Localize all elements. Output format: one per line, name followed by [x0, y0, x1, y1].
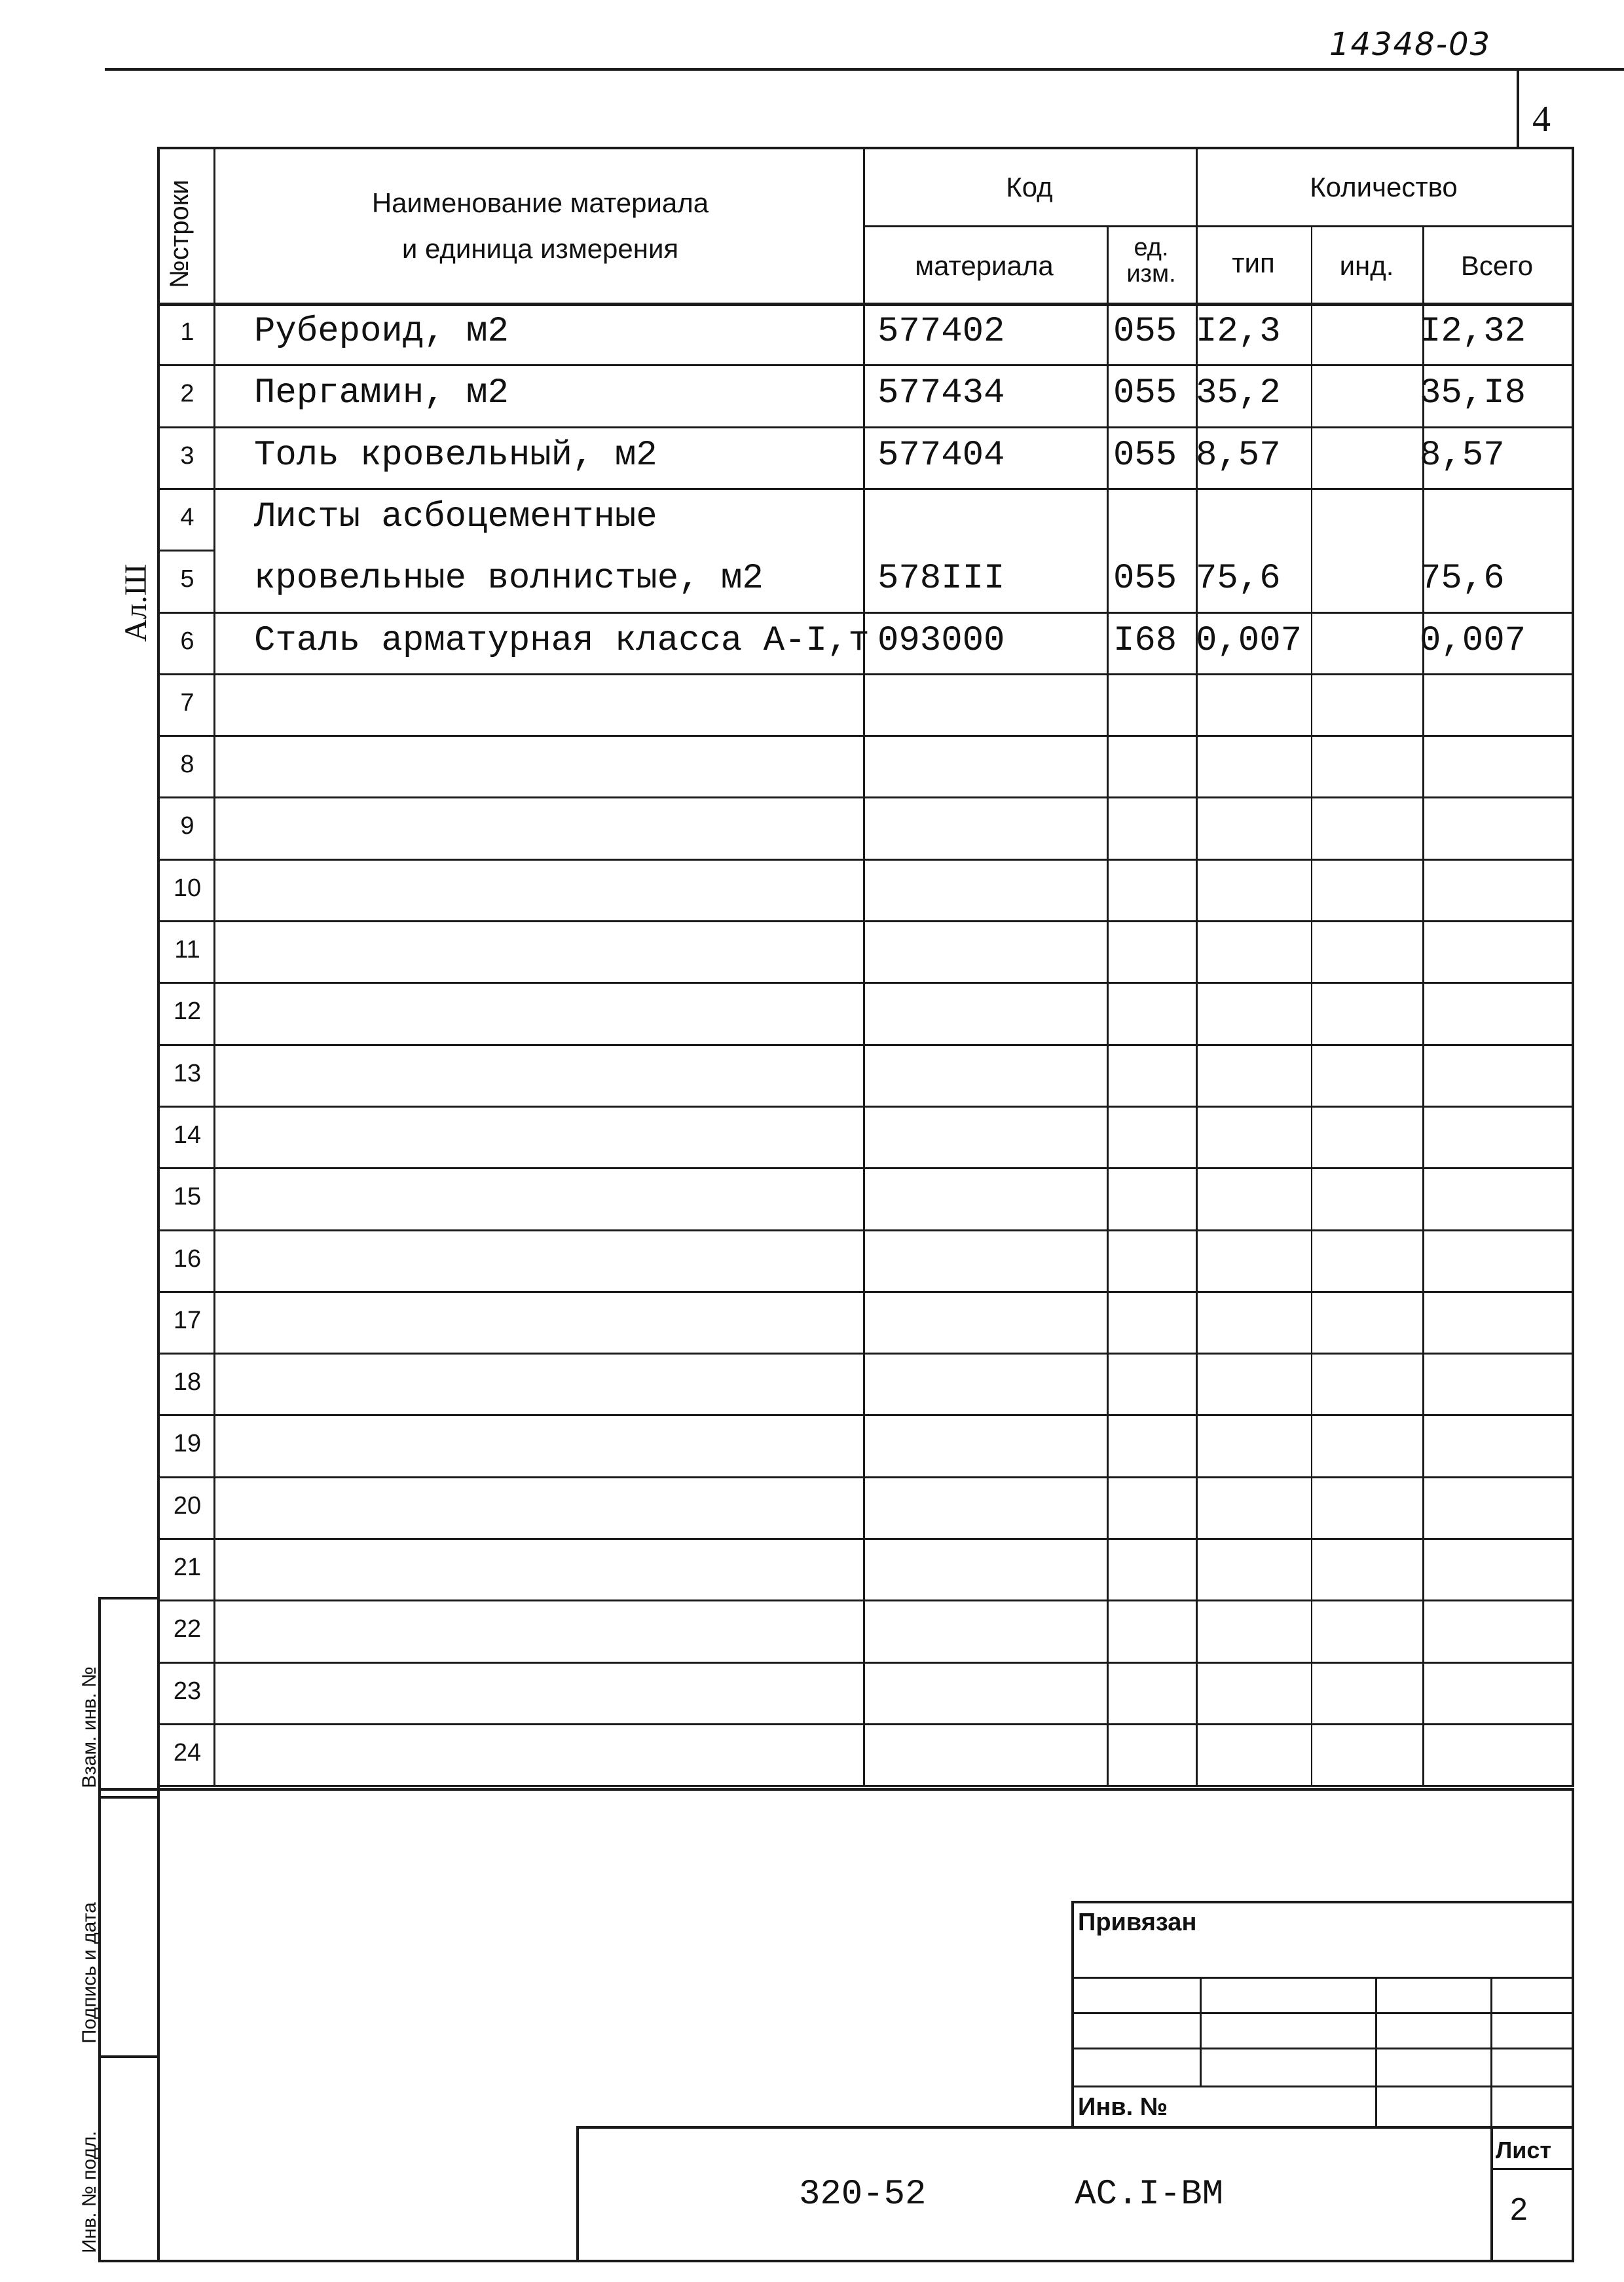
- material-name: кровельные волнистые, м2: [254, 559, 764, 599]
- header-quantity: Количество: [1310, 172, 1458, 202]
- table-row-rule: [157, 1476, 1574, 1478]
- unit-code: I68: [1113, 620, 1177, 661]
- header-code-material: материала: [915, 250, 1054, 281]
- table-row-rule: [157, 1291, 1574, 1293]
- table-row-rule: [157, 1106, 1574, 1108]
- margin-strip-top: [98, 1597, 160, 1599]
- table-row-rule: [157, 920, 1574, 922]
- stamp-inv-label: Инв. №: [1078, 2093, 1168, 2121]
- material-code: 577434: [877, 373, 1005, 414]
- material-code: 577404: [877, 435, 1005, 476]
- header-bottom-rule: [157, 303, 1574, 306]
- table-row-rule: [157, 673, 1574, 675]
- header-qty-type: тип: [1232, 248, 1275, 278]
- row-number: 23: [173, 1677, 202, 1705]
- table-row-rule: [157, 982, 1574, 984]
- table-row-rule: [157, 735, 1574, 737]
- stamp-designation: 320-52 АС.I-ВМ: [799, 2175, 1224, 2215]
- row-number: 1: [180, 318, 194, 346]
- margin-strip-divider-2: [98, 2055, 160, 2058]
- table-row-rule: [157, 1044, 1574, 1046]
- qty-type: 35,2: [1196, 373, 1281, 414]
- row-number: 20: [173, 1491, 202, 1520]
- header-mid-rule: [863, 225, 1574, 227]
- row-number: 17: [173, 1306, 202, 1334]
- table-row-rule: [157, 859, 1574, 861]
- row-number: 21: [173, 1554, 202, 1581]
- stamp-linked-label: Привязан: [1078, 1909, 1197, 1936]
- row-number: 18: [173, 1368, 202, 1396]
- side-album-label: Ал.Ш: [119, 563, 153, 642]
- table-row-rule: [157, 1414, 1574, 1416]
- material-name: Пергамин, м2: [254, 373, 509, 414]
- material-code: 577402: [877, 312, 1005, 352]
- table-row-rule: [157, 796, 1574, 798]
- qty-total: 0,007: [1420, 620, 1526, 661]
- frame-mid-rule: [98, 1788, 1574, 1791]
- row-number: 13: [173, 1059, 202, 1087]
- material-name: Толь кровельный, м2: [254, 435, 657, 476]
- material-code: 578III: [877, 559, 1005, 599]
- table-row-rule: [157, 488, 1574, 490]
- row-number: 3: [180, 441, 194, 470]
- material-name: Сталь арматурная класса А-I,т: [254, 620, 870, 661]
- row-number: 6: [180, 627, 194, 655]
- table-row-rule: [157, 1353, 1574, 1355]
- row-number: 4: [180, 503, 194, 531]
- table-row-rule: [157, 612, 1574, 614]
- table-top-border: [157, 147, 1574, 149]
- frame-right-lower: [1572, 1788, 1574, 2261]
- row-number: 7: [180, 688, 194, 717]
- table-row-rule: [157, 1599, 1574, 1601]
- stamp-sheet-number: 2: [1510, 2192, 1528, 2227]
- row-number: 14: [173, 1121, 202, 1149]
- qty-type: 75,6: [1196, 559, 1281, 599]
- table-row-rule: [157, 364, 1574, 366]
- table-row-rule: [157, 1723, 1574, 1725]
- table-row-rule: [157, 1785, 1574, 1787]
- row-number: 9: [180, 812, 194, 840]
- table-row-rule: [157, 1167, 1574, 1169]
- header-name-line2: и единица измерения: [401, 233, 679, 264]
- material-name: Листы асбоцементные: [254, 496, 657, 537]
- row-number: 22: [173, 1615, 202, 1643]
- qty-type: I2,3: [1196, 312, 1281, 352]
- header-qty-total: Всего: [1460, 250, 1534, 281]
- material-name: Рубероид, м2: [254, 312, 509, 352]
- row-number: 2: [180, 380, 194, 408]
- qty-type: 8,57: [1196, 435, 1281, 476]
- margin-label-signature-date: Подпись и дата: [79, 1902, 100, 2044]
- table-col-line: [157, 147, 160, 1791]
- qty-total: 75,6: [1420, 559, 1505, 599]
- material-code: 093000: [877, 620, 1005, 661]
- unit-code: 055: [1113, 435, 1177, 476]
- table-row-rule: [157, 426, 1574, 428]
- frame-bottom-rule: [98, 2260, 1574, 2262]
- header-name-line1: Наименование материала: [371, 187, 709, 218]
- table-row-rule: [157, 1538, 1574, 1540]
- margin-strip-divider-1: [98, 1796, 160, 1799]
- header-code-unit: ед. изм.: [1126, 234, 1176, 288]
- row-number: 10: [173, 874, 202, 902]
- row-number: 8: [180, 751, 194, 779]
- row-number: 5: [180, 565, 194, 593]
- header-qty-ind: инд.: [1339, 250, 1394, 281]
- table-row-rule: [157, 550, 213, 552]
- row-number: 11: [174, 936, 200, 963]
- qty-total: 8,57: [1420, 435, 1505, 476]
- table-col-line: [1311, 225, 1312, 1785]
- qty-total: 35,I8: [1420, 373, 1526, 414]
- unit-code: 055: [1113, 559, 1177, 599]
- table-col-line: [1107, 225, 1109, 1785]
- frame-left-lower: [157, 1788, 160, 2261]
- row-number: 12: [173, 998, 202, 1026]
- margin-label-original-inv: Инв. № подл.: [79, 2131, 100, 2253]
- header-code: Код: [1006, 172, 1053, 202]
- qty-total: I2,32: [1420, 312, 1526, 352]
- document-code: 14348-03: [1329, 26, 1492, 63]
- header-row-number: №строки: [165, 179, 194, 288]
- row-number: 24: [173, 1738, 202, 1767]
- unit-code: 055: [1113, 373, 1177, 414]
- qty-type: 0,007: [1196, 620, 1302, 661]
- unit-code: 055: [1113, 312, 1177, 352]
- row-number: 19: [173, 1430, 202, 1458]
- margin-label-replacement-inv: Взам. инв. №: [79, 1666, 100, 1788]
- row-number: 15: [173, 1183, 202, 1211]
- page-number: 4: [1532, 99, 1551, 140]
- table-row-rule: [157, 1229, 1574, 1231]
- row-number: 16: [173, 1244, 202, 1273]
- stamp-sheet-label: Лист: [1496, 2137, 1552, 2163]
- table-row-rule: [157, 1662, 1574, 1664]
